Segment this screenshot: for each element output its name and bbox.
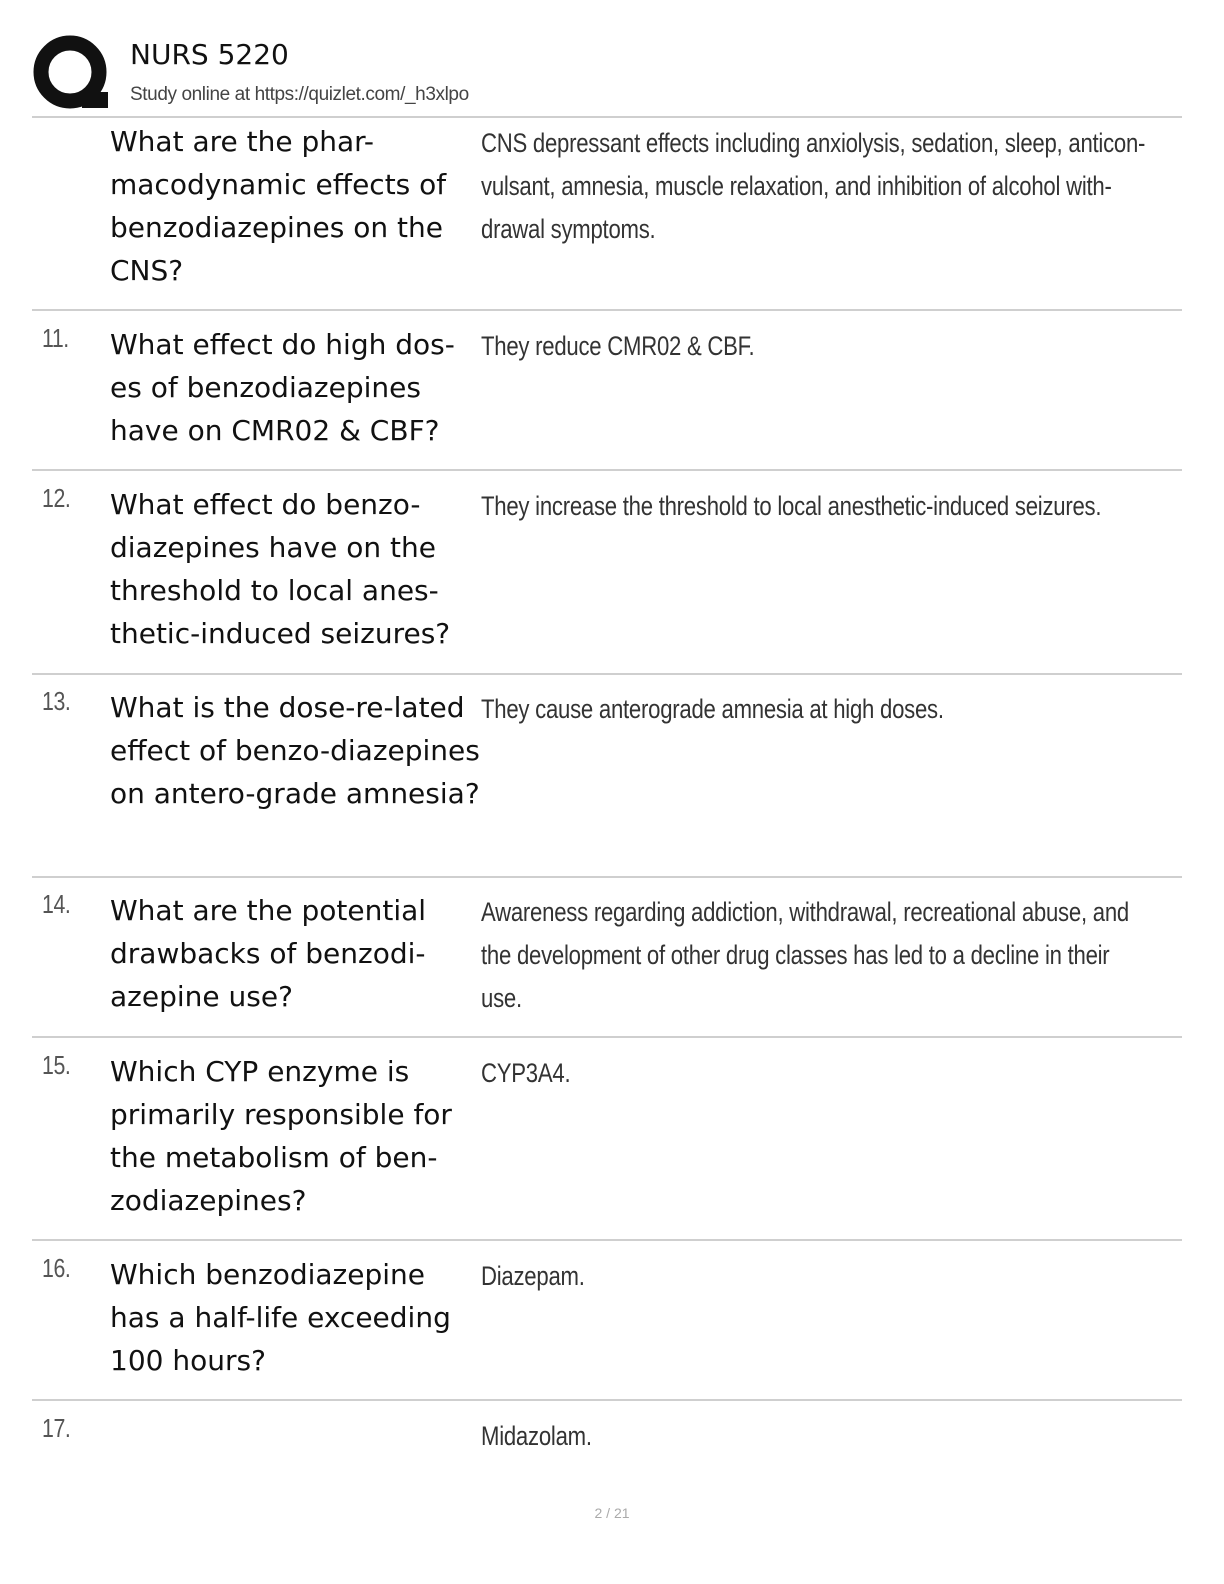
divider [32, 876, 1182, 878]
divider [32, 673, 1182, 675]
card-term: What is the dose-re-lated effect of benzo-diazepines on antero-grade amnesia? [110, 691, 480, 810]
card-term: Which benzodiazepine has a half-life exceeding 100 hours? [110, 1258, 451, 1377]
card-definition: They increase the threshold to local anesthetic-induced seizures. [481, 491, 1102, 521]
card-number: 13. [42, 686, 71, 716]
course-title: NURS 5220 [130, 38, 289, 71]
card-definition: They reduce CMR02 & CBF. [481, 331, 755, 361]
card-definition: They cause anterograde amnesia at high doses. [481, 694, 944, 724]
card-term: What are the phar-macodynamic effects of benzodiazepines on the CNS? [110, 125, 447, 287]
card-term: What effect do high dos-es of benzodiazepines have on CMR02 & CBF? [110, 328, 455, 447]
card-number: 15. [42, 1050, 71, 1080]
divider [32, 1036, 1182, 1038]
card-definition: CYP3A4. [481, 1058, 571, 1088]
card-definition: CNS depressant effects including anxiolysis, sedation, sleep, anticon-vulsant, amnesia, muscle relaxation, and inhibition of alcohol with-drawal symptoms. [481, 128, 1146, 244]
card-term: What are the potential drawbacks of benzodi-azepine use? [110, 894, 427, 1013]
divider [32, 116, 1182, 118]
card-number: 16. [42, 1253, 71, 1283]
card-number: 14. [42, 889, 71, 919]
card-term: Which CYP enzyme is primarily responsible for the metabolism of ben-zodiazepines? [110, 1055, 452, 1217]
card-definition: Awareness regarding addiction, withdrawal, recreational abuse, and the development of other drug classes has led to a decline in their use. [481, 897, 1129, 1013]
card-definition: Midazolam. [481, 1421, 592, 1451]
study-link[interactable]: Study online at https://quizlet.com/_h3xlpo [130, 84, 469, 105]
divider [32, 1239, 1182, 1241]
card-definition: Diazepam. [481, 1261, 585, 1291]
divider [32, 309, 1182, 311]
card-term: What effect do benzo-diazepines have on the threshold to local anes-thetic-induced seizures? [110, 488, 451, 650]
quizlet-q-logo-icon [32, 34, 112, 114]
card-number: 17. [42, 1413, 71, 1443]
page-header [32, 34, 1182, 116]
page-number: 2 / 21 [594, 1505, 630, 1521]
divider [32, 469, 1182, 471]
card-number: 11. [42, 323, 69, 353]
card-number: 12. [42, 483, 71, 513]
divider [32, 1399, 1182, 1401]
